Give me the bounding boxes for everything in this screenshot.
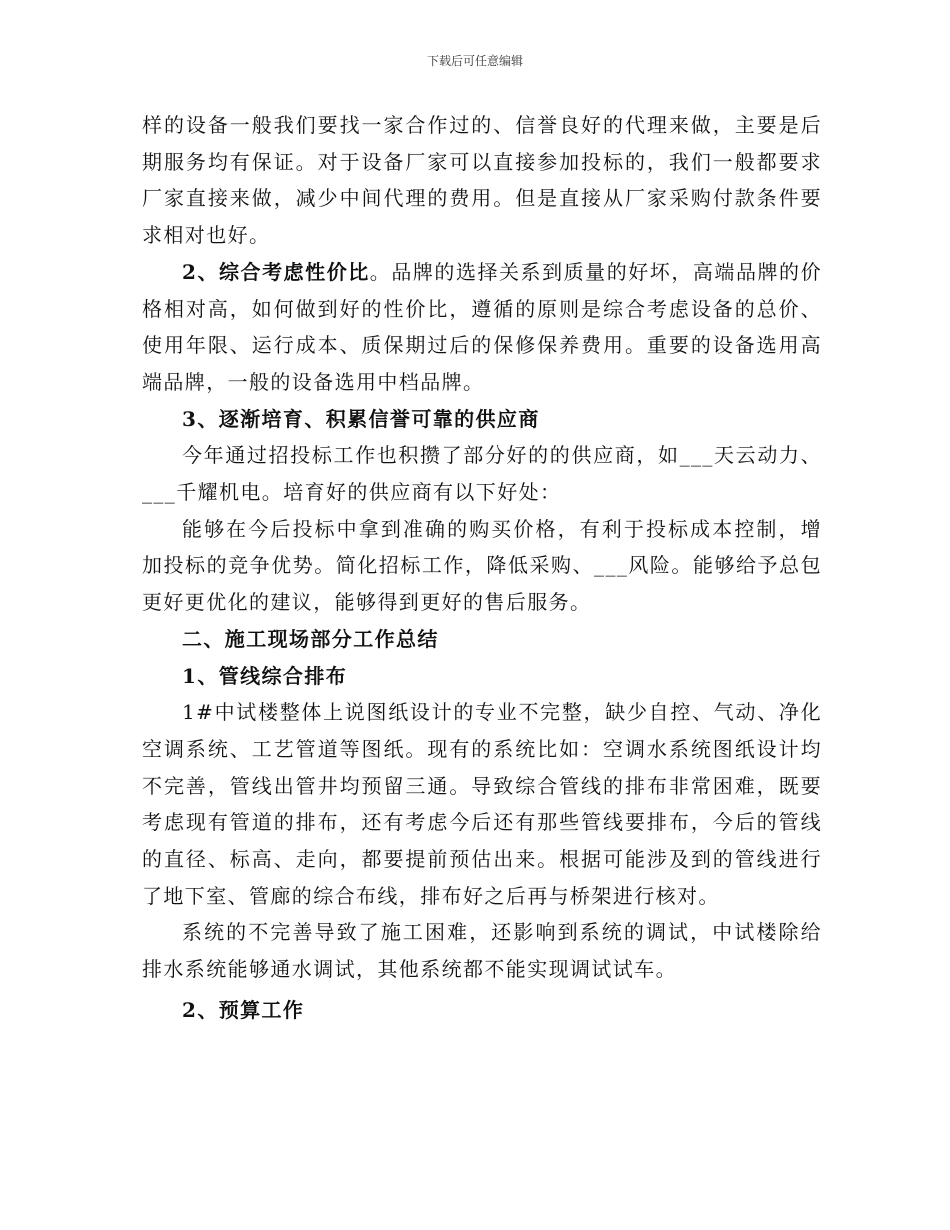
paragraph: 今年通过招投标工作也积攒了部分好的的供应商，如___天云动力、___千耀机电。培育好的供应商有以下好处： <box>142 443 822 505</box>
inline-heading: 2、综合考虑性价比 <box>182 259 370 284</box>
document-body <box>142 107 822 1029</box>
paragraph-text: 。品牌的选择关系到质量的好坏，高端品牌的价格相对高，如何做到好的性价比，遵循的原则是综合考虑设备的总价、使用年限、运行成本、质保期过后的保修保养费用。重要的设备选用高端品牌，一般的设备选用中档品牌。 <box>142 259 822 394</box>
subheading: 1、管线综合排布 <box>182 663 348 688</box>
subheading: 3、逐渐培育、积累信誉可靠的供应商 <box>182 406 540 431</box>
paragraph: 1#中试楼整体上说图纸设计的专业不完整，缺少自控、气动、净化空调系统、工艺管道等图纸。现有的系统比如：空调水系统图纸设计均不完善，管线出管井均预留三通。导致综合管线的排布非常困难，既要考虑现有管道的排布，还有考虑今后还有那些管线要排布，今后的管线的直径、标高、走向，都要提前预估出来。根据可能涉及到的管线进行了地下室、管廊的综合布线，排布好之后再与桥架进行核对。 <box>142 700 822 908</box>
subheading: 2、预算工作 <box>182 997 305 1022</box>
paragraph <box>142 254 822 401</box>
page-header: 下载后可任意编辑 <box>426 54 523 68</box>
paragraph: 系统的不完善导致了施工困难，还影响到系统的调试，中试楼除给排水系统能够通水调试，其他系统都不能实现调试试车。 <box>142 920 822 982</box>
paragraph: 样的设备一般我们要找一家合作过的、信誉良好的代理来做，主要是后期服务均有保证。对于设备厂家可以直接参加投标的，我们一般都要求厂家直接来做，减少中间代理的费用。但是直接从厂家采购付款条件要求相对也好。 <box>142 113 822 248</box>
paragraph: 能够在今后投标中拿到准确的购买价格，有利于投标成本控制，增加投标的竞争优势。简化招标工作，降低采购、___风险。能够给予总包更好更优化的建议，能够得到更好的售后服务。 <box>142 516 822 615</box>
section-heading: 二、施工现场部分工作总结 <box>182 626 439 651</box>
